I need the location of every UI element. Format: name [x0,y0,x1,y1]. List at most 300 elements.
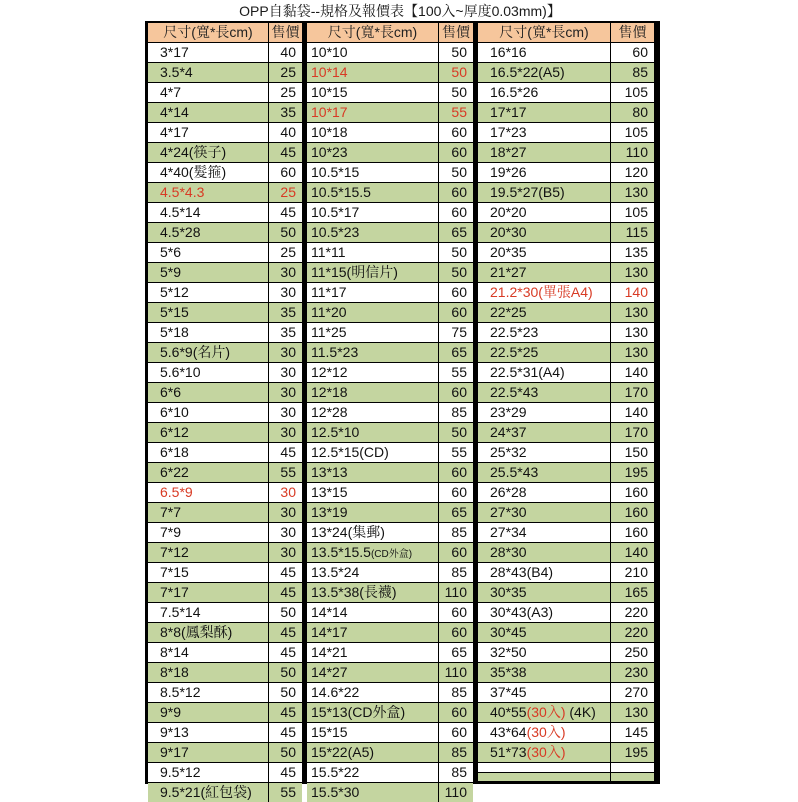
table-row [148,663,302,683]
size-cell [148,323,269,342]
price-cell: 110 [439,783,473,802]
price-cell: 110 [439,583,473,602]
price-cell: 140 [611,543,654,562]
table-row [478,643,654,663]
size-cell [148,143,269,162]
size-text: 9.5*12 [160,764,201,780]
table-row [478,123,654,143]
table-row [307,63,473,83]
price-cell: 60 [439,463,473,482]
size-text: 14*27 [311,664,348,680]
price-cell: 150 [611,443,654,462]
size-cell [307,783,439,802]
size-cell [307,723,439,742]
price-cell: 60 [269,163,302,182]
table-header-row [148,23,302,43]
table-row [478,343,654,363]
size-text: 19.5*27(B5) [490,184,565,200]
size-text: 23*29 [490,404,527,420]
size-cell [307,603,439,622]
size-cell [307,403,439,422]
price-cell [611,763,654,772]
price-cell: 120 [611,163,654,182]
size-cell [148,363,269,382]
size-text: 13.5*24 [311,564,360,580]
size-cell [478,663,611,682]
size-cell [148,603,269,622]
price-cell: 25 [269,243,302,262]
price-cell: 35 [269,303,302,322]
size-text: 6*10 [160,404,189,420]
size-text: 10*23 [311,144,348,160]
price-cell: 110 [611,143,654,162]
size-cell [307,363,439,382]
size-text: 27*34 [490,524,527,540]
size-cell [148,523,269,542]
price-cell: 30 [269,283,302,302]
price-cell: 30 [269,543,302,562]
size-text: 4*14 [160,104,189,120]
table-row [478,263,654,283]
size-text: 6*18 [160,444,189,460]
size-text: 6*12 [160,424,189,440]
size-cell [478,403,611,422]
table-row [307,543,473,563]
size-text: 32*50 [490,644,527,660]
size-text: 10*17 [311,104,348,120]
price-cell: 45 [269,143,302,162]
size-cell [478,763,611,772]
size-cell [307,563,439,582]
size-text: 22.5*23 [490,324,539,340]
price-cell: 55 [269,463,302,482]
size-cell [148,543,269,562]
size-cell [148,123,269,142]
size-cell [478,323,611,342]
price-cell: 50 [269,603,302,622]
price-cell: 25 [269,83,302,102]
size-text: 8*14 [160,644,189,660]
size-text: 17*23 [490,124,527,140]
size-cell [478,383,611,402]
size-text: 10.5*23 [311,224,360,240]
table-row [478,203,654,223]
price-cell: 65 [439,343,473,362]
price-table [145,21,660,800]
size-text: 11*25 [311,324,347,340]
size-text: 9*17 [160,744,189,760]
table-row [307,183,473,203]
table-row [307,243,473,263]
table-row [307,523,473,543]
table-row [478,323,654,343]
size-text: 12*28 [311,404,348,420]
size-text: 25.5*43 [490,464,539,480]
price-cell: 40 [269,123,302,142]
size-text: 22.5*43 [490,384,539,400]
table-row [478,223,654,243]
size-cell [478,563,611,582]
size-cell [478,443,611,462]
pack-count-note: (30入) [526,744,566,760]
size-cell [307,63,439,82]
table-row [478,763,654,773]
table-row [478,43,654,63]
size-text: 9.5*21(紅包袋) [160,784,252,800]
size-text: 8.5*12 [160,684,201,700]
size-cell [307,703,439,722]
size-text: 14*14 [311,604,348,620]
table-row [307,43,473,63]
price-cell: 160 [611,483,654,502]
size-text: 4.5*4.3 [160,184,205,200]
size-text: 22.5*31(A4) [490,364,565,380]
price-cell: 210 [611,563,654,582]
table-row [148,683,302,703]
price-cell: 170 [611,423,654,442]
size-cell [148,43,269,62]
table-row [478,383,654,403]
table-row [478,723,654,743]
size-cell [148,183,269,202]
table-row [478,363,654,383]
price-cell: 30 [269,383,302,402]
size-cell [148,223,269,242]
table-row [478,663,654,683]
size-cell [478,83,611,102]
size-text: 15*15 [311,724,348,740]
table-row [307,483,473,503]
table-row [148,263,302,283]
price-cell: 30 [269,503,302,522]
price-cell: 30 [269,363,302,382]
price-cell: 40 [269,43,302,62]
size-cell [478,263,611,282]
price-cell: 220 [611,623,654,642]
size-text: 10*18 [311,124,348,140]
size-cell [307,103,439,122]
price-cell: 50 [439,63,473,82]
table-row [307,123,473,143]
size-cell [478,463,611,482]
table-row [148,163,302,183]
size-text: 5*9 [160,264,182,280]
table-row [148,623,302,643]
size-text: 15*22(A5) [311,744,375,760]
size-cell [478,303,611,322]
size-text: 7*17 [160,584,189,600]
size-cell [148,303,269,322]
table-row [148,43,302,63]
table-header-row [478,23,654,43]
size-cell [478,63,611,82]
size-text: 5*12 [160,284,189,300]
table-row [307,563,473,583]
size-text: 11*11 [311,244,346,260]
size-cell [307,323,439,342]
table-row [478,523,654,543]
size-text: 14*21 [311,644,348,660]
price-cell: 60 [439,483,473,502]
size-cell [148,583,269,602]
size-cell [148,243,269,262]
size-cell [307,203,439,222]
size-text: 10*10 [311,44,348,60]
header-price: 售價 [269,23,302,42]
size-text: 15.5*22 [311,764,360,780]
table-row [307,323,473,343]
size-cell [478,503,611,522]
header-size: 尺寸(寬*長cm) [148,23,269,42]
table-row [307,143,473,163]
size-text: 30*35 [490,584,527,600]
size-text: 13*13 [311,464,348,480]
size-cell [148,503,269,522]
size-cell [478,243,611,262]
size-text: 14.6*22 [311,684,360,700]
size-cell [307,183,439,202]
header-price: 售價 [611,23,654,42]
price-cell: 30 [269,423,302,442]
size-text: 26*28 [490,484,527,500]
size-text: 28*43(B4) [490,564,554,580]
size-cell [148,623,269,642]
price-cell: 25 [269,63,302,82]
price-cell: 60 [439,543,473,562]
size-cell [307,283,439,302]
size-text: 15*13(CD外盒) [311,704,406,720]
table-row [307,283,473,303]
table-row [307,663,473,683]
size-cell [307,763,439,782]
size-cell [148,643,269,662]
size-text: 5*18 [160,324,189,340]
price-cell: 230 [611,663,654,682]
header-size: 尺寸(寬*長cm) [307,23,439,42]
table-row [307,363,473,383]
table-row [307,463,473,483]
size-cell [148,283,269,302]
table-row [478,563,654,583]
size-cell [478,523,611,542]
price-cell: 50 [269,663,302,682]
size-text: 4*17 [160,124,189,140]
table-row [307,743,473,763]
size-text: 37*45 [490,684,527,700]
table-row [148,763,302,783]
price-cell: 30 [269,483,302,502]
price-cell: 145 [611,723,654,742]
size-cell [307,43,439,62]
price-cell: 55 [439,363,473,382]
price-cell: 60 [439,603,473,622]
size-text: 10*14 [311,64,348,80]
price-cell: 65 [439,643,473,662]
price-cell: 105 [611,83,654,102]
table-row [307,343,473,363]
size-note: (CD外盒) [370,549,413,560]
size-cell [148,83,269,102]
table-row [148,323,302,343]
size-cell [148,263,269,282]
price-cell: 25 [269,183,302,202]
price-cell: 45 [269,763,302,782]
price-cell: 75 [439,323,473,342]
size-cell [148,443,269,462]
size-text: 5.6*9(名片) [160,344,231,360]
size-cell [148,343,269,362]
size-text: 4*7 [160,84,182,100]
table-row [478,183,654,203]
table-row [148,243,302,263]
price-cell: 50 [269,683,302,702]
size-cell [307,503,439,522]
size-cell [148,423,269,442]
size-text: 6*22 [160,464,189,480]
table-row [148,303,302,323]
table-row [148,203,302,223]
table-row [478,303,654,323]
size-text: 5.6*10 [160,364,201,380]
table-row [307,403,473,423]
size-cell [307,223,439,242]
size-cell [307,683,439,702]
size-cell [478,223,611,242]
size-text: 7.5*14 [160,604,201,620]
size-cell [307,463,439,482]
table-row [478,83,654,103]
size-text: 16*16 [490,44,527,60]
price-cell: 130 [611,343,654,362]
size-text: 7*12 [160,544,189,560]
table-row [148,563,302,583]
size-text: 4.5*28 [160,224,201,240]
size-cell [307,423,439,442]
price-cell: 60 [439,623,473,642]
size-cell [148,203,269,222]
table-row [478,603,654,623]
size-text: 16.5*22(A5) [490,64,565,80]
table-row [148,523,302,543]
size-cell [307,623,439,642]
table-row [148,283,302,303]
price-cell: 45 [269,703,302,722]
table-row [148,423,302,443]
table-row [307,83,473,103]
table-row [478,483,654,503]
table-row [148,403,302,423]
price-cell: 45 [269,443,302,462]
size-cell [478,363,611,382]
table-column-1 [148,23,302,800]
size-text: 24*37 [490,424,527,440]
size-text: 4*24(筷子) [160,144,227,160]
size-text: 16.5*26 [490,84,539,100]
size-text: 4.5*14 [160,204,201,220]
size-text: 43*64 [490,724,527,740]
pack-count-note: (30入) [526,704,566,720]
price-cell: 130 [611,263,654,282]
table-row [478,703,654,723]
size-cell [478,643,611,662]
size-text: 13*15 [311,484,348,500]
size-cell [307,383,439,402]
header-price: 售價 [439,23,473,42]
price-cell: 140 [611,363,654,382]
size-cell [148,743,269,762]
price-cell: 45 [269,203,302,222]
size-cell [307,263,439,282]
size-text: 10*15 [311,84,348,100]
price-cell: 55 [439,103,473,122]
table-row [478,773,654,782]
table-row [148,383,302,403]
price-cell: 250 [611,643,654,662]
size-text: 4*40(髮箍) [160,164,227,180]
size-text: 35*38 [490,664,527,680]
size-text: 51*73 [490,744,527,760]
size-cell [307,343,439,362]
size-cell [307,663,439,682]
size-cell [307,123,439,142]
table-row [148,363,302,383]
size-text: 20*20 [490,204,527,220]
price-cell: 130 [611,183,654,202]
size-cell [148,783,269,802]
table-row [478,403,654,423]
size-text: 22*25 [490,304,527,320]
table-row [148,583,302,603]
size-text: 15.5*30 [311,784,360,800]
table-row [148,183,302,203]
size-cell [148,703,269,722]
size-cell [148,63,269,82]
table-row [478,143,654,163]
size-text: 10.5*17 [311,204,360,220]
price-cell: 140 [611,283,654,302]
size-text: 17*17 [490,104,527,120]
table-row [148,123,302,143]
size-text: 10.5*15.5 [311,184,371,200]
size-cell [307,243,439,262]
size-text: 14*17 [311,624,348,640]
price-cell: 55 [439,443,473,462]
table-row [148,603,302,623]
size-cell [307,443,439,462]
size-text: 11*17 [311,284,347,300]
size-text: 6*6 [160,384,182,400]
size-text: 27*30 [490,504,527,520]
size-text: 13.5*38(長襪) [311,584,397,600]
table-column-2 [307,23,473,800]
table-row [307,423,473,443]
table-row [307,783,473,802]
table-row [478,63,654,83]
table-row [307,703,473,723]
price-cell: 50 [269,743,302,762]
size-cell [478,773,611,782]
table-row [478,463,654,483]
size-cell [478,123,611,142]
size-cell [478,543,611,562]
size-text: 20*35 [490,244,527,260]
price-cell: 60 [439,383,473,402]
size-text: 22.5*25 [490,344,539,360]
size-cell [148,683,269,702]
price-cell: 45 [269,583,302,602]
table-row [478,623,654,643]
table-row [148,83,302,103]
